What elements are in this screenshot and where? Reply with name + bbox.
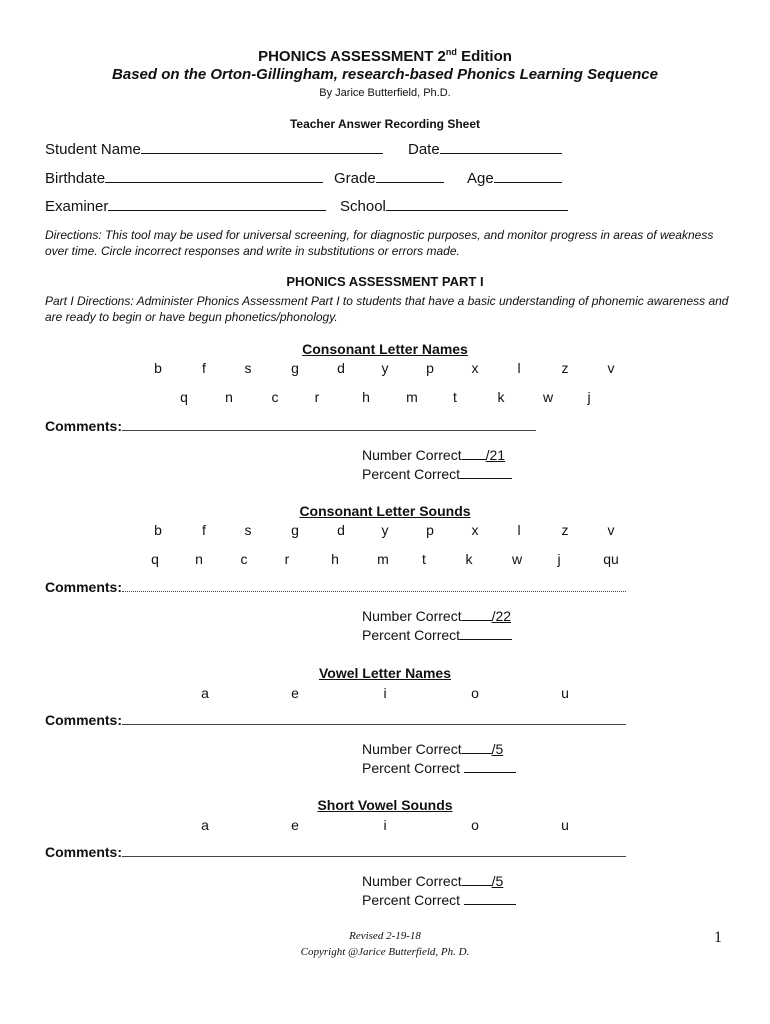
copyright: Copyright @Jarice Butterfield, Ph. D. (300, 946, 470, 958)
age-field[interactable]: Age (467, 170, 562, 187)
percent-correct-line: Percent Correct (362, 759, 516, 778)
consonant-names-comments[interactable]: Comments: (45, 418, 536, 434)
author-line: By Jarice Butterfield, Ph.D. (319, 87, 451, 99)
letter-item: m (406, 389, 418, 405)
letter-item: i (383, 817, 387, 833)
letter-item: y (381, 522, 389, 538)
letter-item: e (291, 685, 299, 701)
percent-correct-line: Percent Correct (362, 891, 516, 910)
student-name-field[interactable]: Student Name (45, 141, 383, 158)
letter-item: t (422, 551, 426, 567)
letter-item: e (291, 817, 299, 833)
letter-item: b (154, 522, 162, 538)
letter-item: v (607, 360, 615, 376)
letter-item: a (201, 817, 209, 833)
letter-item: n (195, 551, 203, 567)
letter-item: j (587, 389, 591, 405)
document-title: PHONICS ASSESSMENT 2nd Edition (258, 47, 512, 65)
short-vowels-comments[interactable]: Comments: (45, 844, 626, 860)
grade-field[interactable]: Grade (334, 170, 444, 187)
letter-item: o (471, 817, 479, 833)
revised-date: Revised 2-19-18 (349, 930, 421, 942)
letter-item: y (381, 360, 389, 376)
consonant-names-heading: Consonant Letter Names (302, 341, 468, 357)
percent-correct-line: Percent Correct (362, 465, 512, 484)
letter-item: p (426, 360, 434, 376)
letter-item: i (383, 685, 387, 701)
vowel-names-heading: Vowel Letter Names (318, 665, 451, 681)
number-correct-line: Number Correct /21 (362, 447, 506, 463)
part1-directions: Part I Directions: Administer Phonics Assessment Part I to students that have a basic understanding of phonemic awareness and are ready to begin or have begun phonetics/phonology. (45, 294, 729, 324)
letter-item: s (244, 360, 252, 376)
number-correct-line: Number Correct /22 (362, 608, 512, 624)
letter-item: b (154, 360, 162, 376)
letter-item: u (561, 817, 569, 833)
short-vowels-score (362, 872, 516, 910)
letter-item: l (517, 360, 521, 376)
consonant-names-score (362, 446, 512, 484)
percent-correct-line: Percent Correct (362, 626, 512, 645)
letter-item: d (337, 522, 345, 538)
letter-item: r (284, 551, 290, 567)
letter-item: x (471, 360, 479, 376)
letter-item: k (497, 389, 505, 405)
letter-item: f (202, 522, 206, 538)
letter-item: z (561, 360, 569, 376)
consonant-sounds-heading: Consonant Letter Sounds (299, 503, 471, 519)
letter-item: v (607, 522, 615, 538)
letter-item: c (271, 389, 279, 405)
letter-item: s (244, 522, 252, 538)
letter-item: h (331, 551, 339, 567)
vowel-names-comments[interactable]: Comments: (45, 712, 626, 728)
letter-item: l (517, 522, 521, 538)
letter-item: qu (603, 551, 619, 567)
directions-text: Directions: This tool may be used for universal screening, for diagnostic purposes, and monitor progress in areas of weakness over time. Circle incorrect responses and write in substitutions or errors made. (45, 228, 714, 258)
letter-item: a (201, 685, 209, 701)
letter-item: t (453, 389, 457, 405)
letter-item: q (151, 551, 159, 567)
letter-item: w (542, 389, 554, 405)
letter-item: o (471, 685, 479, 701)
letter-item: h (362, 389, 370, 405)
birthdate-field[interactable]: Birthdate (45, 170, 323, 187)
page-number: 1 (714, 929, 722, 946)
date-field[interactable]: Date (408, 141, 562, 158)
short-vowels-heading: Short Vowel Sounds (317, 797, 453, 813)
letter-item: c (240, 551, 248, 567)
examiner-field[interactable]: Examiner (45, 198, 326, 215)
letter-item: z (561, 522, 569, 538)
consonant-sounds-comments[interactable]: Comments: (45, 579, 626, 595)
letter-item: g (291, 522, 299, 538)
letter-item: d (337, 360, 345, 376)
number-correct-line: Number Correct /5 (362, 873, 504, 889)
part1-title: PHONICS ASSESSMENT PART I (286, 274, 484, 289)
letter-item: p (426, 522, 434, 538)
document-subtitle: Based on the Orton-Gillingham, research-based Phonics Learning Sequence (112, 66, 658, 83)
letter-item: u (561, 685, 569, 701)
letter-item: m (377, 551, 389, 567)
letter-item: x (471, 522, 479, 538)
number-correct-line: Number Correct /5 (362, 741, 504, 757)
letter-item: f (202, 360, 206, 376)
letter-item: g (291, 360, 299, 376)
letter-item: j (557, 551, 561, 567)
letter-item: k (465, 551, 473, 567)
letter-item: w (511, 551, 523, 567)
letter-item: n (225, 389, 233, 405)
letter-item: q (180, 389, 188, 405)
vowel-names-score (362, 740, 516, 778)
school-field[interactable]: School (340, 198, 568, 215)
consonant-sounds-score (362, 607, 512, 645)
letter-item: r (314, 389, 320, 405)
sheet-title: Teacher Answer Recording Sheet (289, 117, 481, 131)
